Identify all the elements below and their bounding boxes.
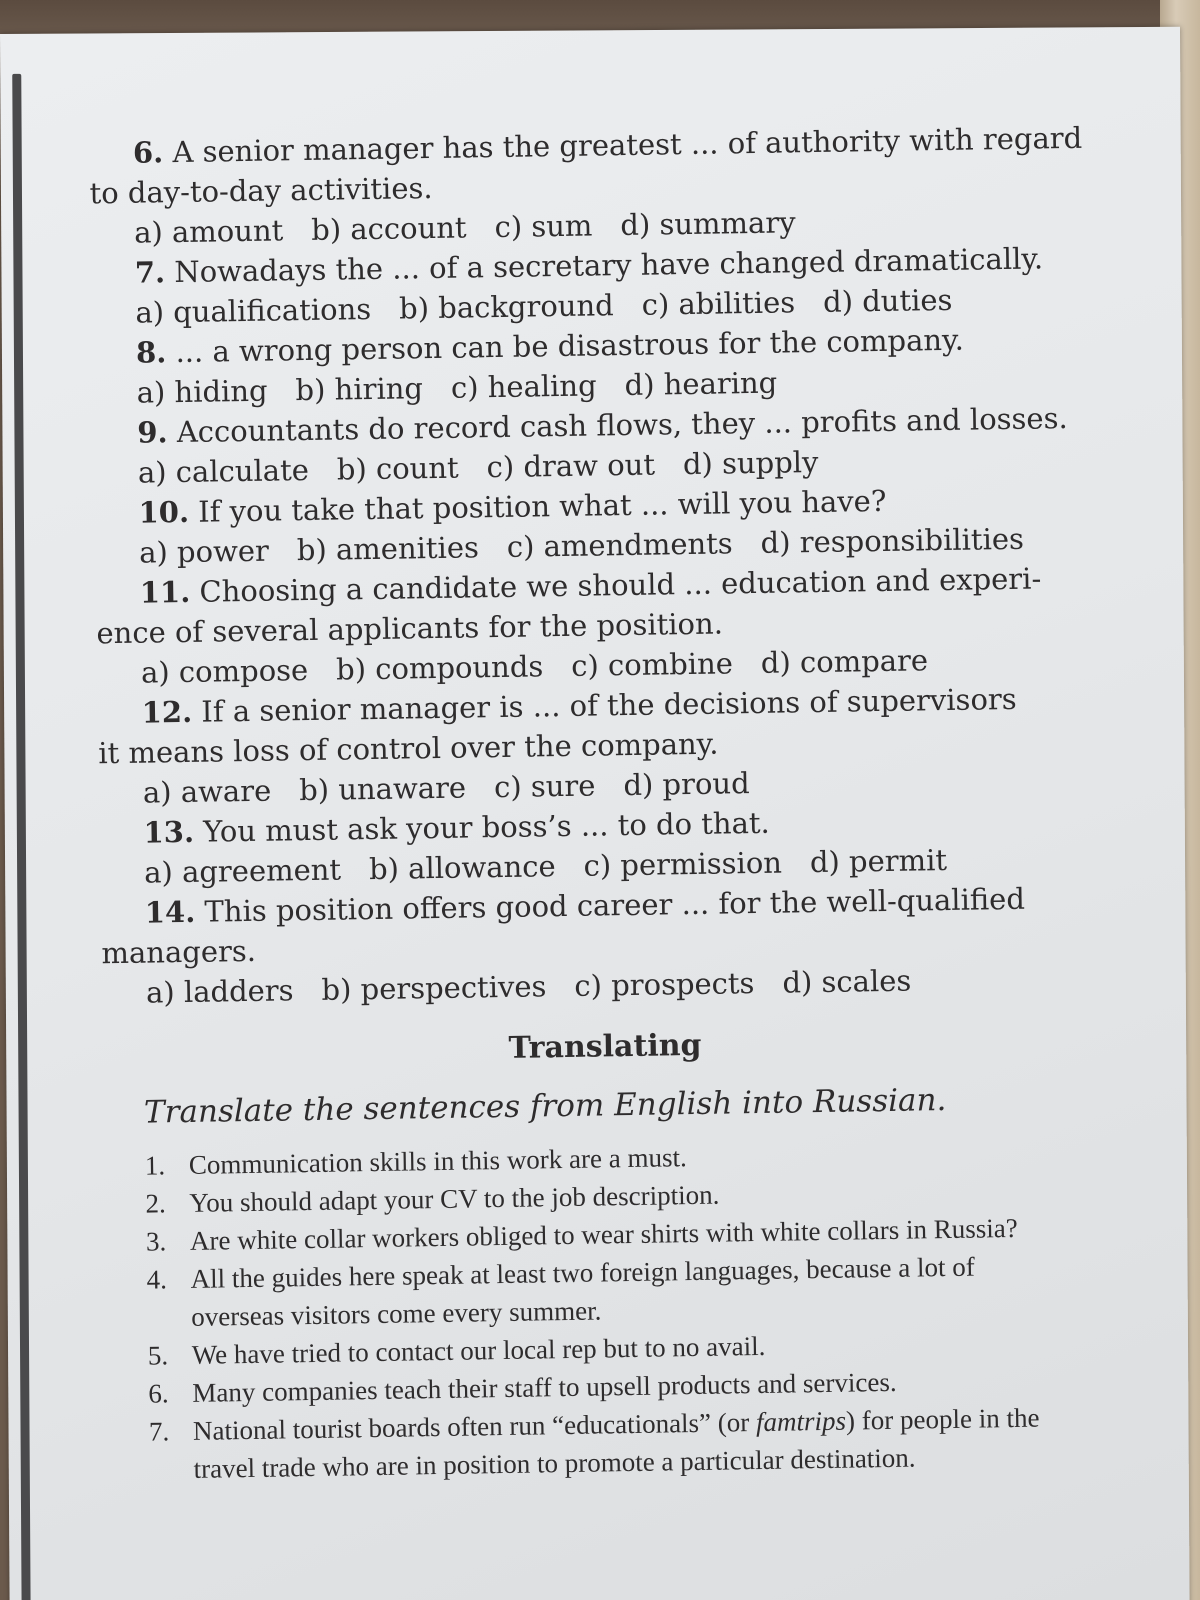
option-d: d) permit	[809, 842, 948, 880]
option-b: b) perspectives	[321, 969, 547, 1007]
question-text: If you take that position what ... will you have?	[197, 483, 887, 529]
option-c: c) sum	[494, 208, 593, 245]
option-d: d) responsibilities	[760, 521, 1025, 560]
question-11-continued: ence of several applicants for the position.	[96, 606, 724, 651]
option-b: b) count	[336, 450, 459, 487]
item-text: Are white collar workers obliged to wear shirts with white collars in Russia?	[189, 1212, 1018, 1256]
translation-list	[97, 1132, 1082, 1489]
question-number: 11.	[139, 574, 191, 610]
item-text: All the guides here speak at least two foreign languages, because a lot of overseas visitors come every summer.	[190, 1251, 975, 1332]
option-a: a) hiding	[136, 373, 268, 410]
question-14-continued: managers.	[101, 933, 257, 971]
question-number: 9.	[137, 415, 168, 450]
item-number: 3.	[145, 1226, 167, 1257]
item-text: We have tried to contact our local rep but to no avail.	[191, 1330, 766, 1370]
option-a: a) calculate	[137, 452, 310, 490]
item-text-italic-term: famtrips	[755, 1405, 847, 1438]
question-text: Choosing a candidate we should ... education and experi-	[199, 561, 1042, 609]
option-d: d) hearing	[624, 365, 778, 402]
question-number: 13.	[143, 814, 195, 850]
option-a: a) agreement	[143, 852, 342, 890]
question-number: 8.	[135, 335, 167, 370]
translation-item-7	[101, 1398, 1082, 1489]
option-a: a) aware	[142, 773, 272, 810]
option-d: d) summary	[620, 205, 796, 243]
question-number: 7.	[134, 255, 166, 290]
question-number: 6.	[132, 135, 164, 170]
question-text: ... a wrong person can be disastrous for the company.	[175, 322, 965, 370]
option-c: c) healing	[450, 368, 597, 405]
option-c: c) sure	[493, 768, 596, 805]
item-number: 7.	[148, 1416, 170, 1447]
option-b: b) compounds	[335, 649, 544, 687]
option-d: d) supply	[682, 444, 819, 482]
option-c: c) abilities	[641, 285, 796, 322]
question-number: 14.	[144, 894, 196, 930]
option-a: a) amount	[133, 213, 284, 250]
question-text: Accountants do record cash flows, they ... profits and losses.	[176, 401, 1068, 450]
option-a: a) qualifications	[135, 291, 372, 330]
option-c: c) prospects	[574, 966, 755, 1003]
option-d: d) compare	[760, 643, 929, 680]
option-b: b) allowance	[368, 849, 556, 887]
item-text: You should adapt your CV to the job description.	[189, 1179, 720, 1218]
question-text: You must ask your boss’s ... to do that.	[202, 805, 770, 849]
option-b: b) background	[398, 288, 614, 326]
option-a: a) power	[138, 533, 270, 570]
option-c: c) draw out	[486, 447, 656, 485]
option-a: a) ladders	[145, 973, 294, 1010]
item-number: 5.	[147, 1340, 169, 1371]
item-text	[193, 1398, 1054, 1487]
option-b: b) amenities	[296, 530, 480, 568]
option-c: c) combine	[570, 646, 734, 683]
item-text: Many companies teach their staff to upsell products and services.	[192, 1366, 897, 1408]
question-12-continued: it means loss of control over the company.	[98, 726, 719, 771]
item-number: 4.	[146, 1264, 168, 1295]
option-b: b) account	[310, 210, 467, 247]
question-6-continued: to day-to-day activities.	[89, 170, 433, 211]
question-text: Nowadays the ... of a secretary have changed dramatically.	[174, 241, 1044, 290]
section-heading: Translating	[508, 1027, 702, 1066]
binding-line	[12, 74, 31, 1600]
item-text-part-2: ) for people in the travel trade who are in position to promote a particular destination.	[193, 1402, 1040, 1484]
item-number: 2.	[145, 1188, 166, 1219]
option-b: b) hiring	[295, 371, 424, 408]
option-a: a) compose	[140, 653, 309, 690]
item-text-part-1: National tourist boards often run “educationals” (or	[192, 1407, 757, 1446]
option-d: d) scales	[782, 963, 912, 1000]
option-d: d) duties	[822, 282, 953, 319]
paper-sheet	[0, 27, 1190, 1600]
item-number: 1.	[144, 1150, 166, 1181]
section-instruction: Translate the sentences from English into Russian.	[143, 1082, 947, 1131]
question-number: 12.	[141, 694, 193, 730]
option-c: c) amendments	[506, 526, 733, 564]
question-text: This position offers good career ... for the well-qualified	[204, 881, 1026, 929]
question-number: 10.	[138, 494, 190, 530]
option-d: d) proud	[623, 766, 750, 803]
option-c: c) permission	[583, 845, 783, 883]
item-text: Communication skills in this work are a must.	[188, 1142, 687, 1180]
question-text: A senior manager has the greatest ... of authority with regard	[172, 120, 1083, 170]
worksheet-content	[81, 118, 1082, 1489]
item-number: 6.	[148, 1378, 169, 1409]
option-b: b) unaware	[298, 770, 467, 808]
question-text: If a senior manager is ... of the decisions of supervisors	[201, 681, 1017, 729]
